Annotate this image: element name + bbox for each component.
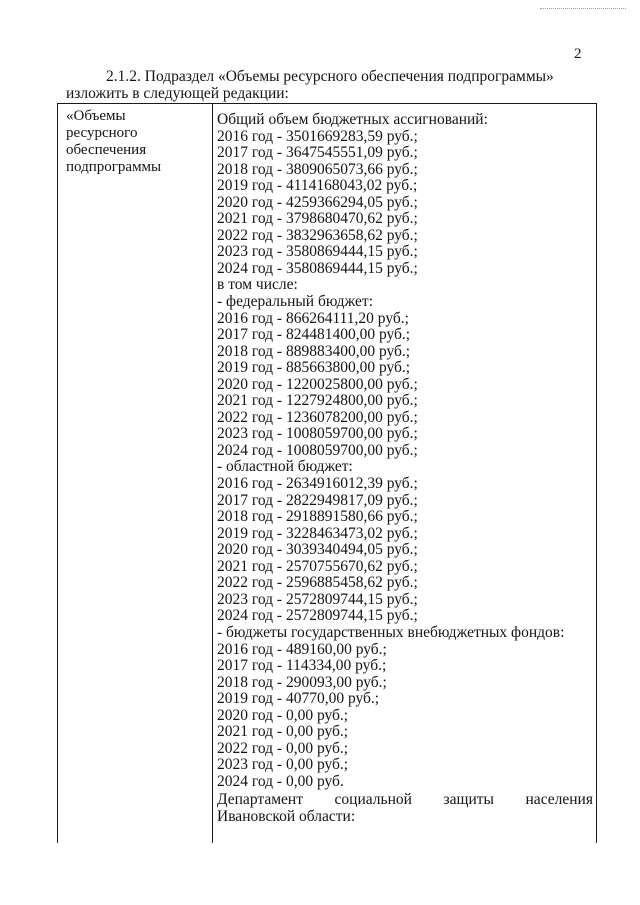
budget-line: 2022 год - 1236078200,00 руб.; [217, 408, 418, 426]
left-cell-line: обеспечения [66, 142, 147, 158]
budget-line: 2020 год - 3039340494,05 руб.; [217, 541, 418, 559]
page-number: 2 [574, 46, 582, 62]
budget-line: 2024 год - 2572809744,15 руб.; [217, 607, 418, 625]
department-word: Департамент [217, 791, 303, 809]
department-word: защиты [443, 791, 494, 809]
budget-line: 2023 год - 2572809744,15 руб.; [217, 590, 418, 608]
budget-line: 2018 год - 889883400,00 руб.; [217, 342, 411, 360]
budget-line: 2019 год - 885663800,00 руб.; [217, 359, 411, 377]
budget-line: 2024 год - 0,00 руб. [217, 772, 344, 790]
budget-line: 2021 год - 3798680470,62 руб.; [217, 210, 418, 228]
budget-line: 2021 год - 2570755670,62 руб.; [217, 557, 418, 575]
left-cell-line: «Объемы [66, 108, 126, 124]
budget-line: 2021 год - 1227924800,00 руб.; [217, 392, 418, 410]
amendment-intro [66, 68, 586, 102]
budget-line: - бюджеты государственных внебюджетных фондов: [217, 623, 565, 641]
budget-line: 2020 год - 4259366294,05 руб.; [217, 193, 418, 211]
intro-line-1: 2.1.2. Подраздел «Объемы ресурсного обеспечения подпрограммы» [106, 68, 554, 85]
department-region-line: Ивановской области: [217, 807, 356, 825]
budget-line: 2020 год - 0,00 руб.; [217, 706, 349, 724]
budget-line: 2016 год - 3501669283,59 руб.; [217, 127, 418, 145]
left-cell-line: ресурсного [66, 125, 138, 141]
budget-line: 2022 год - 0,00 руб.; [217, 739, 349, 757]
budget-line: - областной бюджет: [217, 458, 353, 476]
budget-line: 2023 год - 1008059700,00 руб.; [217, 425, 418, 443]
department-word: социальной [334, 791, 412, 809]
budget-line: - федеральный бюджет: [217, 293, 373, 311]
budget-line: 2024 год - 1008059700,00 руб.; [217, 441, 418, 459]
scan-artifact-line [540, 8, 626, 9]
budget-line: 2016 год - 2634916012,39 руб.; [217, 475, 418, 493]
budget-line: 2018 год - 2918891580,66 руб.; [217, 508, 418, 526]
budget-line: 2019 год - 3228463473,02 руб.; [217, 524, 418, 542]
budget-line: 2018 год - 3809065073,66 руб.; [217, 160, 418, 178]
budget-line: 2022 год - 2596885458,62 руб.; [217, 574, 418, 592]
budget-line: 2016 год - 489160,00 руб.; [217, 640, 387, 658]
budget-line: 2017 год - 2822949817,09 руб.; [217, 491, 418, 509]
budget-line: 2022 год - 3832963658,62 руб.; [217, 226, 418, 244]
budget-line: 2023 год - 3580869444,15 руб.; [217, 243, 418, 261]
intro-line-2: изложить в следующей редакции: [66, 85, 289, 102]
column-divider [212, 104, 213, 843]
budget-line: 2020 год - 1220025800,00 руб.; [217, 375, 418, 393]
budget-line: 2017 год - 824481400,00 руб.; [217, 326, 411, 344]
budget-line: в том числе: [217, 276, 298, 294]
budget-line: 2021 год - 0,00 руб.; [217, 723, 349, 741]
department-word: населения [525, 791, 593, 809]
table-left-cell [66, 108, 206, 176]
department-line [217, 792, 593, 809]
budget-line: 2023 год - 0,00 руб.; [217, 756, 349, 774]
resource-table [57, 103, 597, 843]
budget-line: 2016 год - 866264111,20 руб.; [217, 309, 409, 327]
budget-line: 2019 год - 40770,00 руб.; [217, 690, 380, 708]
table-right-cell [217, 112, 593, 826]
budget-line: 2024 год - 3580869444,15 руб.; [217, 259, 418, 277]
budget-line: 2017 год - 3647545551,09 руб.; [217, 144, 418, 162]
budget-line: 2018 год - 290093,00 руб.; [217, 673, 387, 691]
budget-line: Общий объем бюджетных ассигнований: [217, 111, 488, 128]
budget-line: 2017 год - 114334,00 руб.; [217, 657, 387, 675]
budget-line: 2019 год - 4114168043,02 руб.; [217, 177, 418, 195]
left-cell-line: подпрограммы [66, 159, 162, 175]
